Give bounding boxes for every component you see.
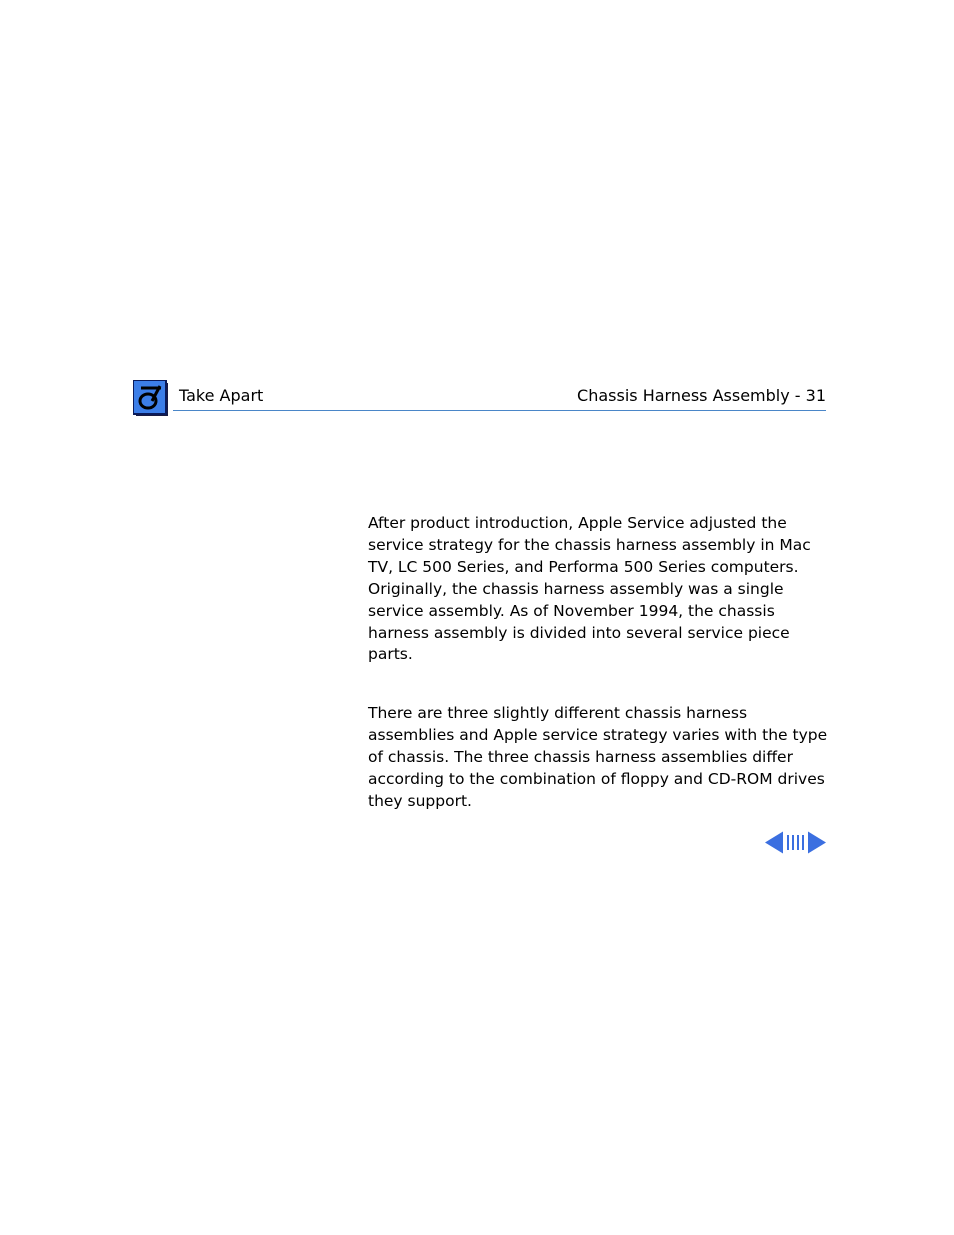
left-triangle-icon[interactable] <box>765 832 783 854</box>
page-title: Chassis Harness Assembly - 31 <box>577 386 826 405</box>
body-paragraph: There are three slightly different chassis harness assemblies and Apple service strategy varies with the type of chassis. The three chassis harness assemblies differ according to the combination of floppy and CD-ROM drives they support. <box>368 704 828 810</box>
page-header <box>133 380 826 418</box>
right-triangle-icon[interactable] <box>808 832 826 854</box>
body-paragraph: After product introduction, Apple Service adjusted the service strategy for the chassis harness assembly in Mac TV, LC 500 Series, and Performa 500 Series computers. Originally, the chassis harness assembly was a single service assembly. As of November 1994, the chassis harness assembly is divided into several service piece parts. <box>368 514 811 664</box>
section-title: Take Apart <box>179 386 264 405</box>
page-index-icon[interactable] <box>787 835 804 850</box>
header-rule <box>173 410 826 411</box>
apple-service-screwdriver-icon <box>133 380 169 418</box>
page-navigation <box>765 831 826 854</box>
